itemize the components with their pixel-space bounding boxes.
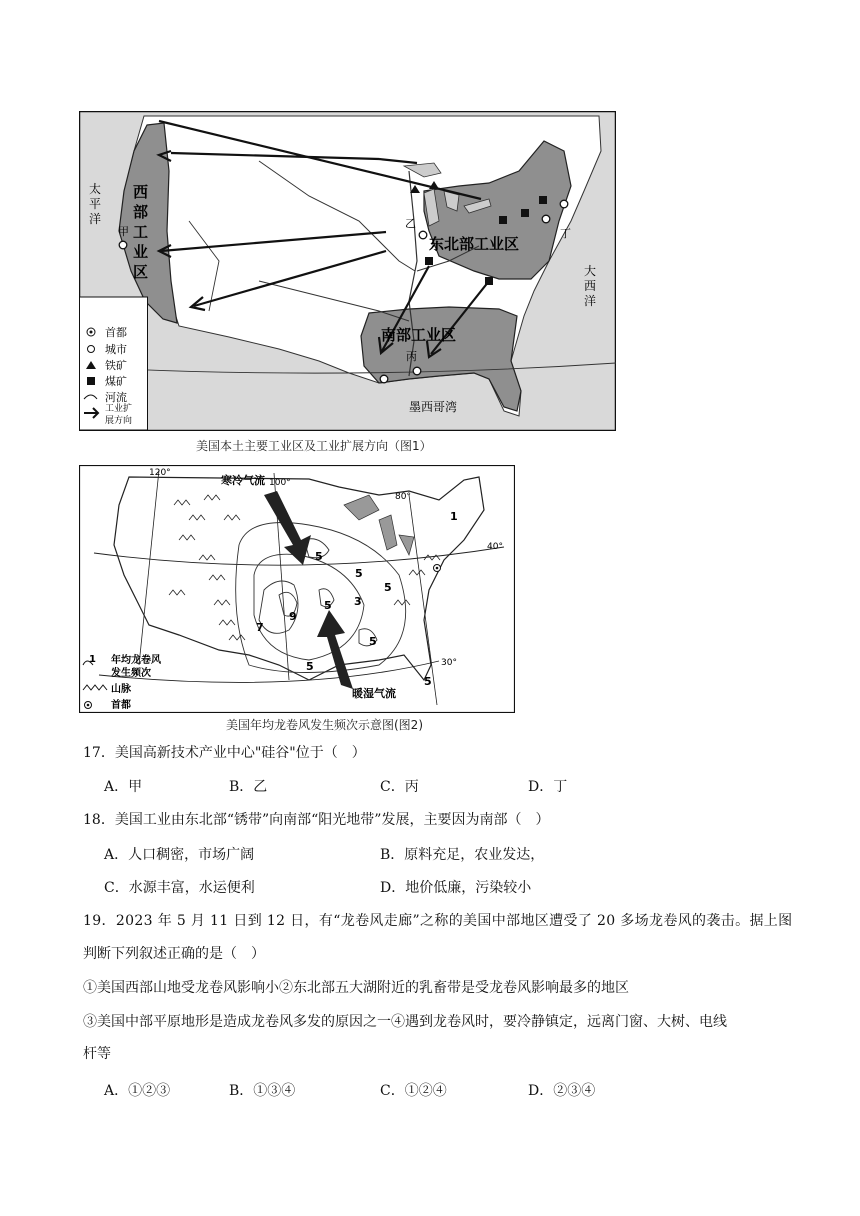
question-19-statement2-line1: ③美国中部平原地形是造成龙卷风多发的原因之一④遇到龙卷风时，要冷静镇定，远离门窗、大树、电线 (83, 1014, 727, 1030)
warm-airflow-label: 暖湿气流 (352, 687, 396, 700)
isoline-5g: 5 (424, 675, 432, 688)
svg-text:区: 区 (133, 263, 149, 281)
figure1-map (79, 111, 616, 431)
svg-text:展方向: 展方向 (105, 416, 133, 426)
figure2-map (79, 465, 515, 713)
svg-text:河流: 河流 (105, 391, 127, 404)
question-19-statement1: ①美国西部山地受龙卷风影响小②东北部五大湖附近的乳畜带是受龙卷风影响最多的地区 (83, 980, 629, 996)
q19-option-a[interactable]: A．①②③ (104, 1083, 171, 1099)
svg-text:工业扩: 工业扩 (105, 404, 133, 414)
q18-option-a[interactable]: A．人口稠密，市场广阔 (104, 847, 255, 863)
question-19-stem-line1: 19．2023 年 5 月 11 日到 12 日，有“龙卷风走廊”之称的美国中部地区遭受了 20 多场龙卷风的袭击。据上图 (83, 913, 793, 929)
lon-100-label: 100° (269, 478, 291, 488)
label-bing: 丙 (406, 350, 417, 363)
isoline-5e: 5 (369, 635, 377, 648)
question-19-statement2-line2: 杆等 (83, 1046, 111, 1062)
cold-airflow-label: 寒冷气流 (221, 474, 265, 487)
q19-option-b[interactable]: B．①③④ (229, 1083, 296, 1099)
figure2-caption: 美国年均龙卷风发生频次示意图(图2) (226, 718, 423, 732)
isoline-5a: 5 (315, 550, 323, 563)
isoline-7: 7 (256, 621, 264, 634)
question-17-stem: 17．美国高新技术产业中心"硅谷"位于（ ） (83, 745, 366, 761)
q18-option-c[interactable]: C．水源丰富，水运便利 (104, 880, 255, 896)
pacific-label-3: 洋 (89, 212, 102, 226)
pacific-label-2: 平 (89, 197, 102, 211)
isoline-5b: 5 (355, 567, 363, 580)
isoline-1: 1 (450, 510, 458, 523)
svg-text:部: 部 (133, 203, 149, 221)
northeast-region-label: 东北部工业区 (429, 235, 520, 253)
lat-40-label: 40° (487, 542, 503, 552)
south-region-label: 南部工业区 (381, 326, 457, 344)
figure1-caption: 美国本土主要工业区及工业扩展方向（图1） (196, 439, 432, 453)
atlantic-label-3: 洋 (584, 294, 597, 308)
svg-text:年均龙卷风: 年均龙卷风 (111, 655, 161, 666)
svg-text:发生频次: 发生频次 (111, 668, 151, 679)
gulf-label: 墨西哥湾 (409, 400, 458, 414)
isoline-5c: 5 (384, 581, 392, 594)
q17-option-b[interactable]: B．乙 (229, 779, 268, 795)
svg-text:西: 西 (133, 183, 149, 201)
isoline-5f: 5 (306, 660, 314, 673)
atlantic-label-2: 西 (584, 279, 597, 293)
pacific-label-1: 太 (89, 182, 102, 196)
label-ding: 丁 (560, 227, 571, 240)
lon-80-label: 80° (395, 492, 411, 502)
svg-text:工: 工 (133, 223, 149, 241)
lon-120-label: 120° (149, 468, 171, 478)
question-19-stem-line2: 判断下列叙述正确的是（ ） (83, 946, 265, 962)
label-jia: 甲 (118, 225, 129, 238)
svg-text:首都: 首都 (111, 700, 131, 711)
svg-text:铁矿: 铁矿 (105, 359, 127, 372)
lat-30-label: 30° (441, 658, 457, 668)
q19-option-d[interactable]: D．②③④ (528, 1083, 596, 1099)
q17-option-c[interactable]: C．丙 (380, 779, 419, 795)
q17-option-a[interactable]: A．甲 (104, 779, 143, 795)
west-region-label (133, 183, 148, 281)
svg-text:山脉: 山脉 (111, 684, 131, 695)
q19-option-c[interactable]: C．①②④ (380, 1083, 447, 1099)
isoline-5d: 5 (324, 599, 332, 612)
q18-option-d[interactable]: D．地价低廉，污染较小 (380, 880, 532, 896)
figure1-legend (80, 297, 148, 430)
svg-text:业: 业 (133, 243, 149, 261)
q17-option-d[interactable]: D．丁 (528, 779, 568, 795)
label-yi: 乙 (405, 217, 416, 230)
svg-text:煤矿: 煤矿 (105, 375, 127, 388)
isoline-9: 9 (289, 610, 297, 623)
question-18-stem: 18．美国工业由东北部“锈带”向南部“阳光地带”发展，主要因为南部（ ） (83, 812, 550, 828)
svg-text:首都: 首都 (105, 326, 127, 339)
isoline-3: 3 (354, 595, 362, 608)
svg-text:1: 1 (89, 654, 96, 665)
atlantic-label-1: 大 (584, 264, 597, 278)
svg-text:城市: 城市 (105, 343, 127, 356)
q18-option-b[interactable]: B．原料充足，农业发达， (380, 847, 545, 863)
